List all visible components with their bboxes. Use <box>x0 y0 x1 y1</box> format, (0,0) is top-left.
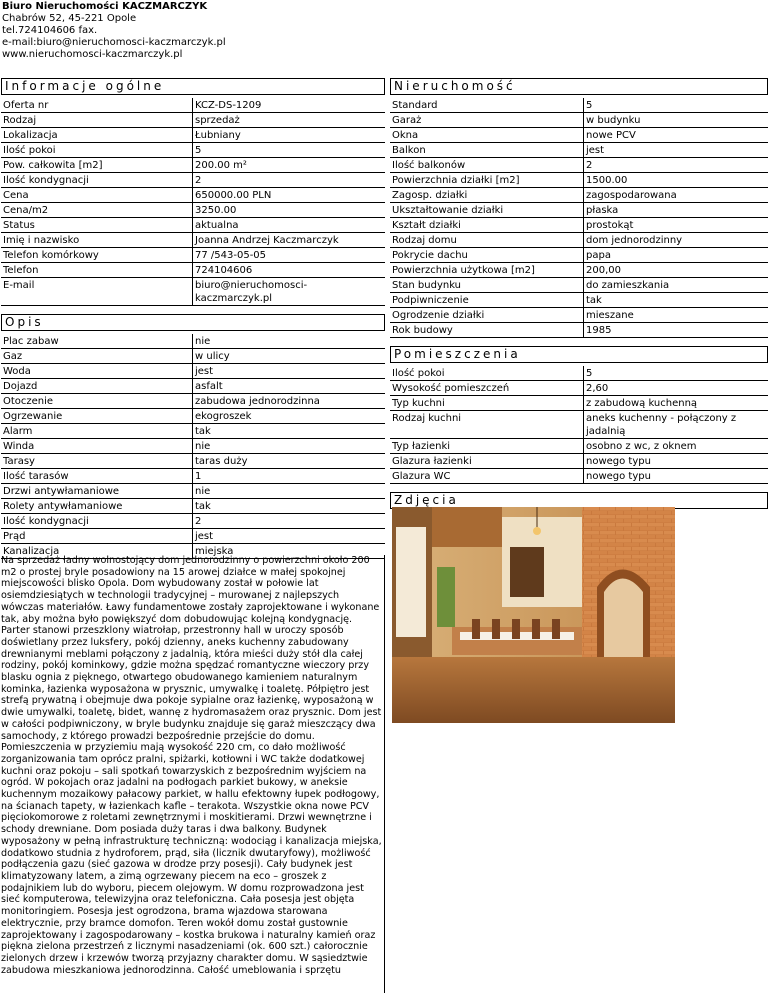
general-label: Oferta nr <box>1 98 193 113</box>
property-table <box>390 98 768 338</box>
property-label: Balkon <box>390 143 584 158</box>
general-value: sprzedaż <box>193 113 385 128</box>
rooms-label: Ilość pokoi <box>390 366 584 381</box>
general-row <box>1 128 385 143</box>
opis-value: tak <box>193 424 385 439</box>
opis-label: Prąd <box>1 529 193 544</box>
agency-name: Biuro Nieruchomości KACZMARCZYK <box>2 1 208 12</box>
general-value: 2 <box>193 173 385 188</box>
opis-value: tak <box>193 499 385 514</box>
opis-label: Woda <box>1 364 193 379</box>
property-value: do zamieszkania <box>584 278 768 293</box>
property-row <box>390 218 768 233</box>
general-label: Cena/m2 <box>1 203 193 218</box>
property-label: Kształt działki <box>390 218 584 233</box>
general-label: Telefon <box>1 263 193 278</box>
opis-label: Ilość kondygnacji <box>1 514 193 529</box>
property-value: zagospodarowana <box>584 188 768 203</box>
interior-photo-image <box>392 507 675 723</box>
property-value: płaska <box>584 203 768 218</box>
property-photo[interactable] <box>392 507 675 723</box>
property-label: Powierzchnia użytkowa [m2] <box>390 263 584 278</box>
opis-row <box>1 514 385 529</box>
general-value: Joanna Andrzej Kaczmarczyk <box>193 233 385 248</box>
property-row <box>390 98 768 113</box>
property-label: Ilość balkonów <box>390 158 584 173</box>
rooms-row <box>390 454 768 469</box>
general-label: Imię i nazwisko <box>1 233 193 248</box>
property-value: tak <box>584 293 768 308</box>
general-label: Status <box>1 218 193 233</box>
opis-value: asfalt <box>193 379 385 394</box>
opis-value: w ulicy <box>193 349 385 364</box>
general-value: 650000.00 PLN <box>193 188 385 203</box>
property-value: dom jednorodzinny <box>584 233 768 248</box>
property-label: Rodzaj domu <box>390 233 584 248</box>
opis-label: Ilość tarasów <box>1 469 193 484</box>
property-row <box>390 113 768 128</box>
general-label: Rodzaj <box>1 113 193 128</box>
property-label: Podpiwniczenie <box>390 293 584 308</box>
rooms-row <box>390 396 768 411</box>
rooms-row <box>390 381 768 396</box>
property-row <box>390 293 768 308</box>
opis-value: ekogroszek <box>193 409 385 424</box>
general-row <box>1 173 385 188</box>
rooms-section-title: Pomieszczenia <box>390 346 768 363</box>
general-row <box>1 143 385 158</box>
opis-label: Otoczenie <box>1 394 193 409</box>
photos-section-title: Zdjęcia <box>390 492 768 509</box>
opis-label: Alarm <box>1 424 193 439</box>
general-row <box>1 248 385 263</box>
opis-row <box>1 439 385 454</box>
general-value: KCZ-DS-1209 <box>193 98 385 113</box>
rooms-label: Glazura WC <box>390 469 584 484</box>
property-label: Stan budynku <box>390 278 584 293</box>
property-value: jest <box>584 143 768 158</box>
property-label: Powierzchnia działki [m2] <box>390 173 584 188</box>
opis-table <box>1 334 385 559</box>
property-label: Zagosp. działki <box>390 188 584 203</box>
property-value: 200,00 <box>584 263 768 278</box>
agency-email: e-mail:biuro@nieruchomosci-kaczmarczyk.pl <box>2 37 226 48</box>
property-value: 2 <box>584 158 768 173</box>
opis-value: 1 <box>193 469 385 484</box>
opis-section-title: Opis <box>1 314 385 331</box>
rooms-label: Typ łazienki <box>390 439 584 454</box>
property-row <box>390 248 768 263</box>
opis-label: Gaz <box>1 349 193 364</box>
property-label: Ukształtowanie działki <box>390 203 584 218</box>
property-value: papa <box>584 248 768 263</box>
opis-row <box>1 334 385 349</box>
opis-value: nie <box>193 334 385 349</box>
general-row <box>1 218 385 233</box>
rooms-value: nowego typu <box>584 454 768 469</box>
general-label: Lokalizacja <box>1 128 193 143</box>
right-column <box>390 78 768 512</box>
rooms-table <box>390 366 768 484</box>
property-row <box>390 188 768 203</box>
general-row <box>1 158 385 173</box>
general-table <box>1 98 385 306</box>
general-row <box>1 188 385 203</box>
rooms-value: 5 <box>584 366 768 381</box>
general-row <box>1 113 385 128</box>
property-value: nowe PCV <box>584 128 768 143</box>
opis-value: taras duży <box>193 454 385 469</box>
property-row <box>390 158 768 173</box>
property-row <box>390 263 768 278</box>
property-row <box>390 233 768 248</box>
rooms-label: Wysokość pomieszczeń <box>390 381 584 396</box>
general-value: 77 /543-05-05 <box>193 248 385 263</box>
general-value: 200.00 m² <box>193 158 385 173</box>
opis-row <box>1 409 385 424</box>
opis-value: miejska <box>193 544 385 559</box>
opis-row <box>1 364 385 379</box>
opis-value: jest <box>193 364 385 379</box>
general-value: 5 <box>193 143 385 158</box>
rooms-label: Glazura łazienki <box>390 454 584 469</box>
rooms-value: nowego typu <box>584 469 768 484</box>
property-label: Ogrodzenie działki <box>390 308 584 323</box>
opis-row <box>1 499 385 514</box>
property-value: 1985 <box>584 323 768 338</box>
general-row <box>1 263 385 278</box>
property-label: Pokrycie dachu <box>390 248 584 263</box>
property-label: Garaż <box>390 113 584 128</box>
property-value: prostokąt <box>584 218 768 233</box>
rooms-label: Rodzaj kuchni <box>390 411 584 439</box>
general-section-title: Informacje ogólne <box>1 78 385 95</box>
property-label: Okna <box>390 128 584 143</box>
property-row <box>390 323 768 338</box>
property-description: Na sprzedaż ładny wolnostojący dom jednorodzinny o powierzchni około 200 m2 o prostej bryle posadowiony na 15 arowej działce w małej spokojnej miejscowości blisko Opola. Dom wybudowany został w połowie lat osiemdziesiątych w technologii tradycyjnej – murowanej z najlepszych wówczas materiałów. Ławy fundamentowe zostały zaprojektowane i wykonane tak, aby można było powiększyć dom dobudowując kolejną kondygnację. Parter stanowi przeszklony wiatrołap, przestronny hall w uroczy sposób doświetlany przez luksfery, pokój dzienny, aneks kuchenny zabudowany drewnianymi meblami połączony z jadalnią, która mieści duży stół dla całej rodziny, pokój kominkowy, gdzie można spędzać romantyczne wieczory przy blasku ognia z pięknego, otwartego obudowanego kamieniem naturalnym kominka, łazienka wyposażona w prysznic, umywalkę i toaletę. Półpiętro jest strefą prywatną i obejmuje dwa pokoje sypialne oraz łazienkę, wyposażoną w dwie umywalki, toaletę, bidet, wannę z hydromasażem oraz prysznic. Dom jest w całości podpiwniczony, w bryle budynku znajduje się garaż mieszczący dwa samochody, z którego prowadzi bezpośrednie przejście do domu. Pomieszczenia w przyziemiu mają wysokość 220 cm, co dało możliwość zorganizowania tam oprócz pralni, spiżarki, kotłowni i WC także dodatkowej kuchni oraz pokoju – sali spotkań towarzyskich z bezpośrednim wyjściem na ogród. W pokojach oraz jadalni na podłogach parkiet bukowy, w aneksie kuchennym mozaikowy pałacowy parkiet, w hallu efektowny łupek podłogowy, na ścianach tapety, w łazienkach kafle – terakota. Wszystkie okna nowe PCV pięciokomorowe z roletami zewnętrznymi i moskitierami. Drzwi wewnętrzne i schody drewniane. Dom posiada duży taras i dwa balkony. Budynek wyposażony w pełną infrastrukturę techniczną: wodociąg i kanalizacja miejska, dodatkowo studnia z hydroforem, prąd, siła (licznik dwutaryfowy), możliwość podłączenia gazu (sieć gazowa w drodze przy posesji). Cały budynek jest klimatyzowany latem, a zimą ogrzewany piecem na eco – groszek z podajnikiem lub do wyboru, piecem olejowym. W domu rozprowadzona jest sieć komputerowa, telewizyjna oraz telefoniczna. Cała posesja jest objęta monitoringiem. Posesja jest ogrodzona, brama wjazdowa starowana elektrycznie, przy bramce domofon. Teren wokół domu został gustownie zaprojektowany i zagospodarowany – kostka brukowa i naturalny kamień oraz piękna zielona przestrzeń z licznymi nasadzeniami (ok. 600 szt.) całorocznie zielonych drzew i krzewów tworzą przyjazny charakter domu. W sąsiedztwie zabudowa mieszkaniowa jednorodzinna. Całość umeblowania i sprzętu <box>1 555 385 993</box>
opis-row <box>1 529 385 544</box>
opis-value: 2 <box>193 514 385 529</box>
general-value: 724104606 <box>193 263 385 278</box>
general-label: Ilość kondygnacji <box>1 173 193 188</box>
opis-value: nie <box>193 439 385 454</box>
general-row <box>1 278 385 306</box>
rooms-row <box>390 411 768 439</box>
rooms-row <box>390 469 768 484</box>
property-label: Standard <box>390 98 584 113</box>
property-row <box>390 203 768 218</box>
general-value: Łubniany <box>193 128 385 143</box>
opis-label: Kanalizacja <box>1 544 193 559</box>
property-row <box>390 143 768 158</box>
opis-label: Winda <box>1 439 193 454</box>
opis-row <box>1 469 385 484</box>
rooms-value: aneks kuchenny - połączony z jadalnią <box>584 411 768 439</box>
general-label: Ilość pokoi <box>1 143 193 158</box>
agency-header <box>2 1 226 61</box>
general-value: aktualna <box>193 218 385 233</box>
property-label: Rok budowy <box>390 323 584 338</box>
property-row <box>390 128 768 143</box>
opis-label: Tarasy <box>1 454 193 469</box>
property-value: w budynku <box>584 113 768 128</box>
opis-label: Dojazd <box>1 379 193 394</box>
opis-label: Plac zabaw <box>1 334 193 349</box>
general-value: 3250.00 <box>193 203 385 218</box>
rooms-value: z zabudową kuchenną <box>584 396 768 411</box>
rooms-value: 2,60 <box>584 381 768 396</box>
rooms-label: Typ kuchni <box>390 396 584 411</box>
property-section-title: Nieruchomość <box>390 78 768 95</box>
opis-row <box>1 349 385 364</box>
general-label: Telefon komórkowy <box>1 248 193 263</box>
general-row <box>1 233 385 248</box>
general-row <box>1 203 385 218</box>
rooms-row <box>390 366 768 381</box>
opis-row <box>1 424 385 439</box>
opis-row <box>1 394 385 409</box>
property-row <box>390 308 768 323</box>
rooms-value: osobno z wc, z oknem <box>584 439 768 454</box>
agency-phone: tel.724104606 fax. <box>2 25 98 36</box>
agency-website: www.nieruchomosci-kaczmarczyk.pl <box>2 49 183 60</box>
opis-value: jest <box>193 529 385 544</box>
property-row <box>390 278 768 293</box>
general-label: Pow. całkowita [m2] <box>1 158 193 173</box>
opis-label: Ogrzewanie <box>1 409 193 424</box>
property-row <box>390 173 768 188</box>
opis-row <box>1 454 385 469</box>
left-column <box>1 78 385 559</box>
property-value: 1500.00 <box>584 173 768 188</box>
opis-value: nie <box>193 484 385 499</box>
agency-address: Chabrów 52, 45-221 Opole <box>2 13 137 24</box>
opis-value: zabudowa jednorodzinna <box>193 394 385 409</box>
rooms-row <box>390 439 768 454</box>
opis-row <box>1 484 385 499</box>
opis-label: Drzwi antywłamaniowe <box>1 484 193 499</box>
general-label: E-mail <box>1 278 193 306</box>
opis-label: Rolety antywłamaniowe <box>1 499 193 514</box>
property-value: mieszane <box>584 308 768 323</box>
opis-row <box>1 379 385 394</box>
property-value: 5 <box>584 98 768 113</box>
general-value: biuro@nieruchomosci-kaczmarczyk.pl <box>193 278 385 306</box>
general-label: Cena <box>1 188 193 203</box>
general-row <box>1 98 385 113</box>
